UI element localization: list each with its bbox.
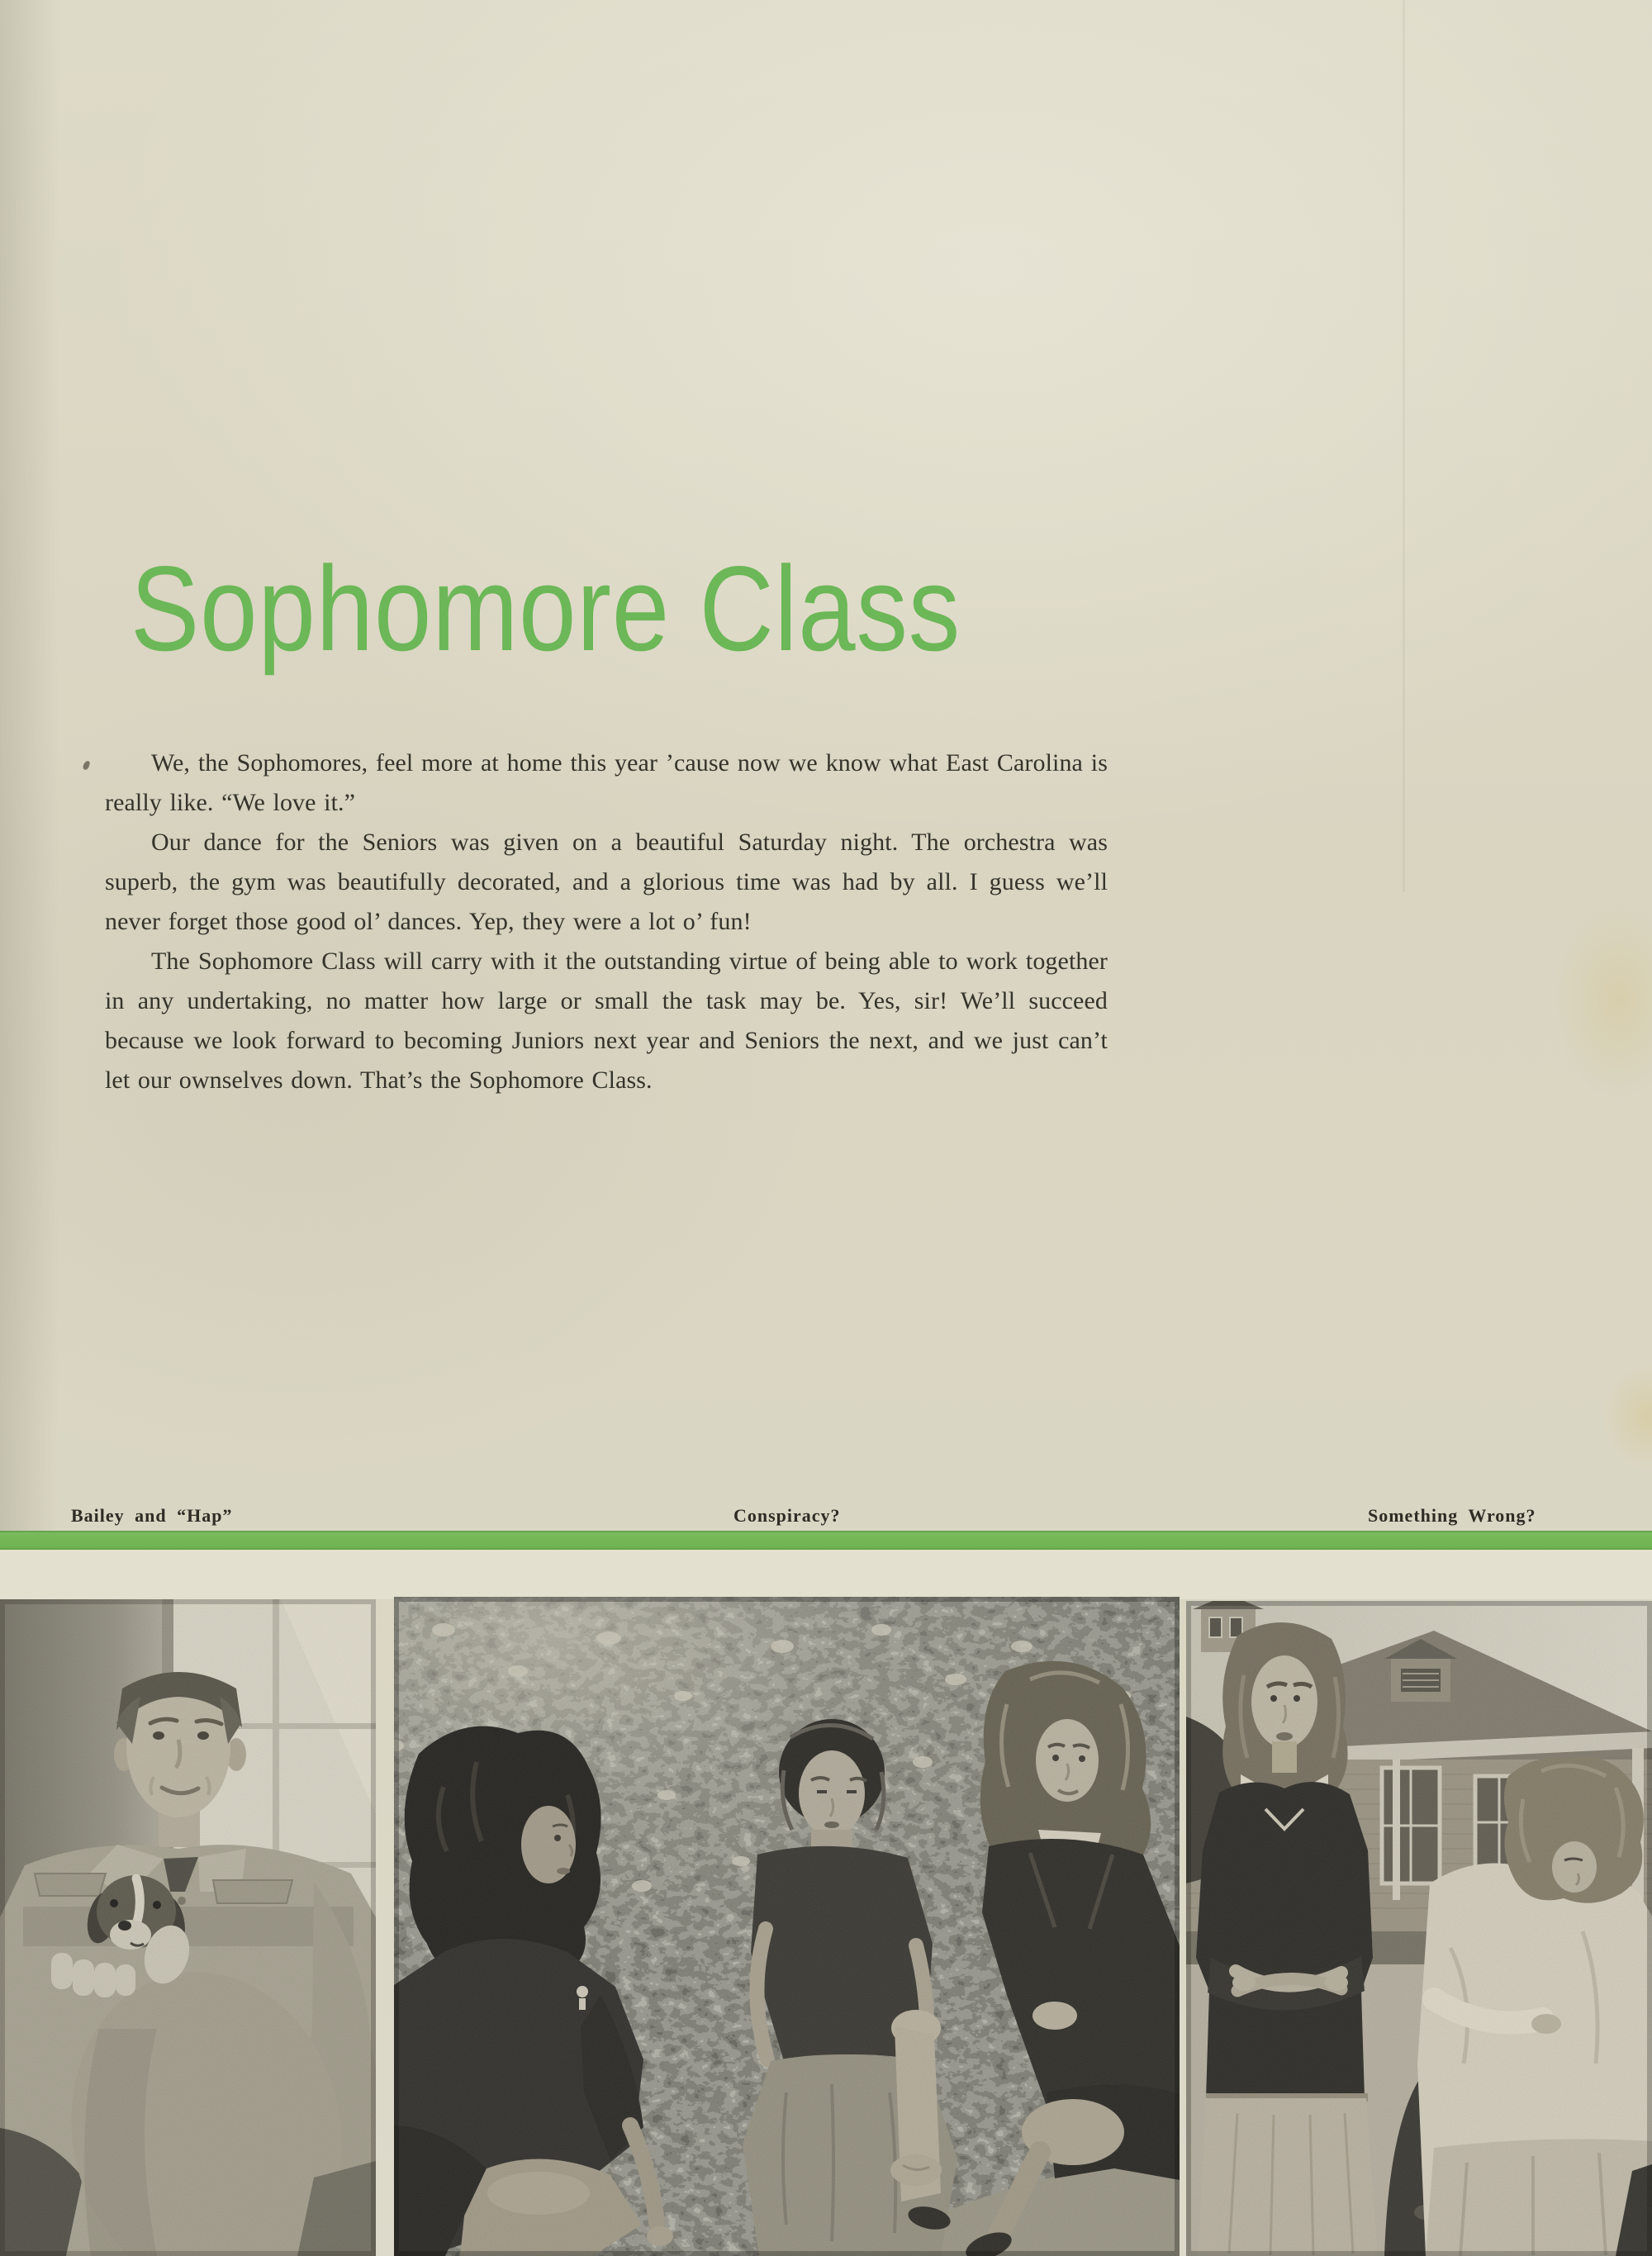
photo-caption-something-wrong: Something Wrong? bbox=[1368, 1505, 1536, 1526]
ink-speck bbox=[83, 760, 90, 770]
paragraph-1: We, the Sophomores, feel more at home this year ’cause now we know what East Carolina is really like. “We love it.” bbox=[105, 749, 1108, 816]
page-edge-shadow bbox=[0, 0, 59, 1531]
paper-stain bbox=[1602, 1363, 1652, 1470]
green-divider-bar bbox=[0, 1531, 1652, 1550]
class-write-up bbox=[105, 743, 1108, 1100]
photo-caption-conspiracy: Conspiracy? bbox=[733, 1505, 841, 1526]
lower-margin-strip bbox=[0, 1550, 1652, 1599]
photo-conspiracy bbox=[394, 1597, 1180, 2256]
page-title: Sophomore Class bbox=[131, 541, 961, 676]
three-women-ivy-illustration bbox=[394, 1597, 1180, 2256]
photo-bailey-and-hap bbox=[0, 1599, 376, 2256]
two-women-dormitory-illustration bbox=[1186, 1601, 1652, 2256]
paragraph-3: The Sophomore Class will carry with it the outstanding virtue of being able to work together in any undertaking, no matter how large or small the task may be. Yes, sir! We’ll succeed because we look forward to becoming Juniors next year and Seniors the next, and we just can’t let our ownselves down. That’s the Sophomore Class. bbox=[105, 948, 1108, 1094]
photo-caption-bailey-and-hap: Bailey and “Hap” bbox=[71, 1505, 233, 1526]
page-crease bbox=[1403, 0, 1405, 892]
paragraph-2: Our dance for the Seniors was given on a beautiful Saturday night. The orchestra was superb, the gym was beautifully decorated, and a glorious time was had by all. I guess we’ll never forget those good ol’ dances. Yep, they were a lot o’ fun! bbox=[105, 829, 1108, 935]
paper-stain bbox=[1553, 900, 1652, 1099]
man-with-puppy-illustration bbox=[0, 1599, 376, 2256]
photo-something-wrong bbox=[1186, 1601, 1652, 2256]
